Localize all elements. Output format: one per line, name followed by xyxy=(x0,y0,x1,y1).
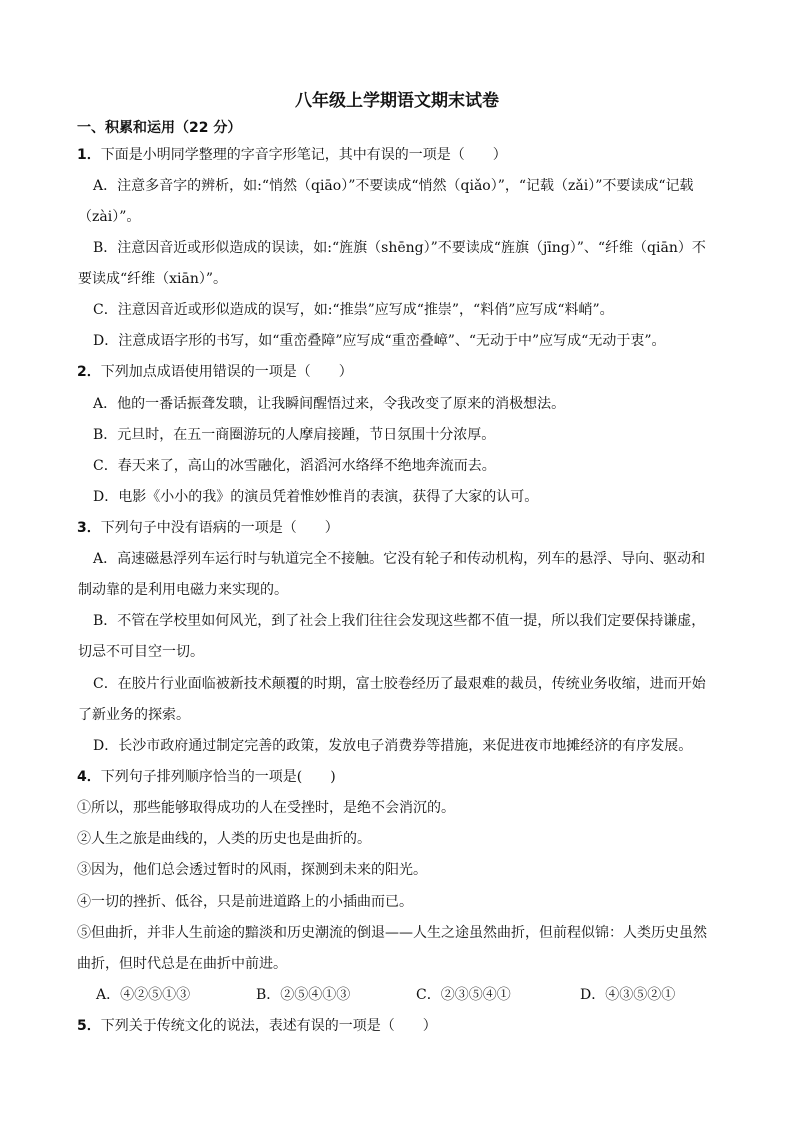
q1-option-d: D．注意成语字形的书写，如“重峦叠障”应写成“重峦叠嶂”、“无动于中”应写成“无动于衷”。 xyxy=(93,333,666,349)
question-4-stem xyxy=(77,768,794,786)
q4-option-d: D．④③⑤②① xyxy=(580,987,676,1003)
q1-option-a-cont: （zài）”。 xyxy=(78,209,141,225)
question-number: 4． xyxy=(77,769,101,785)
q4-sentence-3: ③因为，他们总会透过暂时的风雨，探测到未来的阳光。 xyxy=(77,862,427,878)
question-5-stem xyxy=(77,1017,794,1035)
q4-option-c: C．②③⑤④① xyxy=(416,987,511,1003)
question-number: 1． xyxy=(77,147,101,163)
q4-option-a: A．④②⑤①③ xyxy=(96,987,191,1003)
q3-option-a: A．高速磁悬浮列车运行时与轨道完全不接触。它没有轮子和传动机构，列车的悬浮、导向、驱动和 xyxy=(93,551,706,567)
question-text: 下列加点成语使用错误的一项是（ ） xyxy=(100,364,353,380)
q1-option-b: B．注意因音近或形似造成的误读，如:“旌旗（shēng）”不要读成“旌旗（jīng）”、“纤维（qiān）不 xyxy=(93,240,706,256)
q2-option-d: D．电影《小小的我》的演员凭着惟妙惟肖的表演，获得了大家的认可。 xyxy=(93,489,539,505)
q3-option-d: D．长沙市政府通过制定完善的政策，发放电子消费券等措施，来促进夜市地摊经济的有序发展。 xyxy=(93,738,693,754)
question-text: 下列关于传统文化的说法，表述有误的一项是（ ） xyxy=(100,1018,437,1034)
q4-sentence-4: ④一切的挫折、低谷，只是前进道路上的小插曲而已。 xyxy=(77,894,413,910)
question-2-stem xyxy=(77,363,794,381)
q1-option-a: A．注意多音字的辨析，如:“悄然（qiāo）”不要读成“悄然（qiǎo）”，“记载（zǎi）”不要读成“记载 xyxy=(93,178,694,194)
question-number: 3． xyxy=(77,520,101,536)
question-3-stem xyxy=(77,519,794,537)
q1-option-b-cont: 要读成“纤维（xiān）”。 xyxy=(78,271,228,287)
q4-sentence-2: ②人生之旅是曲线的，人类的历史也是曲折的。 xyxy=(77,831,371,847)
q4-option-b: B．②⑤④①③ xyxy=(256,987,351,1003)
q3-option-b-cont: 切忌不可目空一切。 xyxy=(78,644,204,660)
question-number: 2． xyxy=(77,364,101,380)
q2-option-a: A．他的一番话振聋发聩，让我瞬间醒悟过来，令我改变了原来的消极想法。 xyxy=(93,396,566,412)
q2-option-c: C．春天来了，高山的冰雪融化，滔滔河水络绎不绝地奔流而去。 xyxy=(93,458,496,474)
q3-option-c-cont: 了新业务的探索。 xyxy=(78,707,190,723)
q1-option-c: C．注意因音近或形似造成的误写，如:“推祟”应写成“推崇”，“料俏”应写成“料峭”。 xyxy=(93,302,614,318)
question-1-stem xyxy=(77,146,794,164)
question-text: 下列句子排列顺序恰当的一项是( ) xyxy=(100,769,336,785)
q3-option-c: C．在胶片行业面临被新技术颠覆的时期，富士胶卷经历了最艰难的裁员，传统业务收缩，进而开始 xyxy=(93,676,706,692)
q4-sentence-5-cont: 曲折，但时代总是在曲折中前进。 xyxy=(77,956,287,972)
q2-option-b: B．元旦时，在五一商圈游玩的人摩肩接踵，节日氛围十分浓厚。 xyxy=(93,427,496,443)
section-heading: 一、积累和运用（22 分） xyxy=(77,120,242,136)
page-title: 八年级上学期语文期末试卷 xyxy=(295,91,499,111)
question-number: 5． xyxy=(77,1018,101,1034)
q3-option-a-cont: 制动靠的是利用电磁力来实现的。 xyxy=(78,582,288,598)
question-text: 下列句子中没有语病的一项是（ ） xyxy=(100,520,339,536)
q4-sentence-1: ①所以，那些能够取得成功的人在受挫时，是绝不会消沉的。 xyxy=(77,800,455,816)
question-text: 下面是小明同学整理的字音字形笔记，其中有误的一项是（ ） xyxy=(100,147,507,163)
q3-option-b: B．不管在学校里如何风光，到了社会上我们往往会发现这些都不值一提，所以我们定要保持谦虚， xyxy=(93,613,706,629)
q4-sentence-5: ⑤但曲折，并非人生前途的黯淡和历史潮流的倒退——人生之途虽然曲折，但前程似锦：人类历史虽然 xyxy=(77,925,707,941)
